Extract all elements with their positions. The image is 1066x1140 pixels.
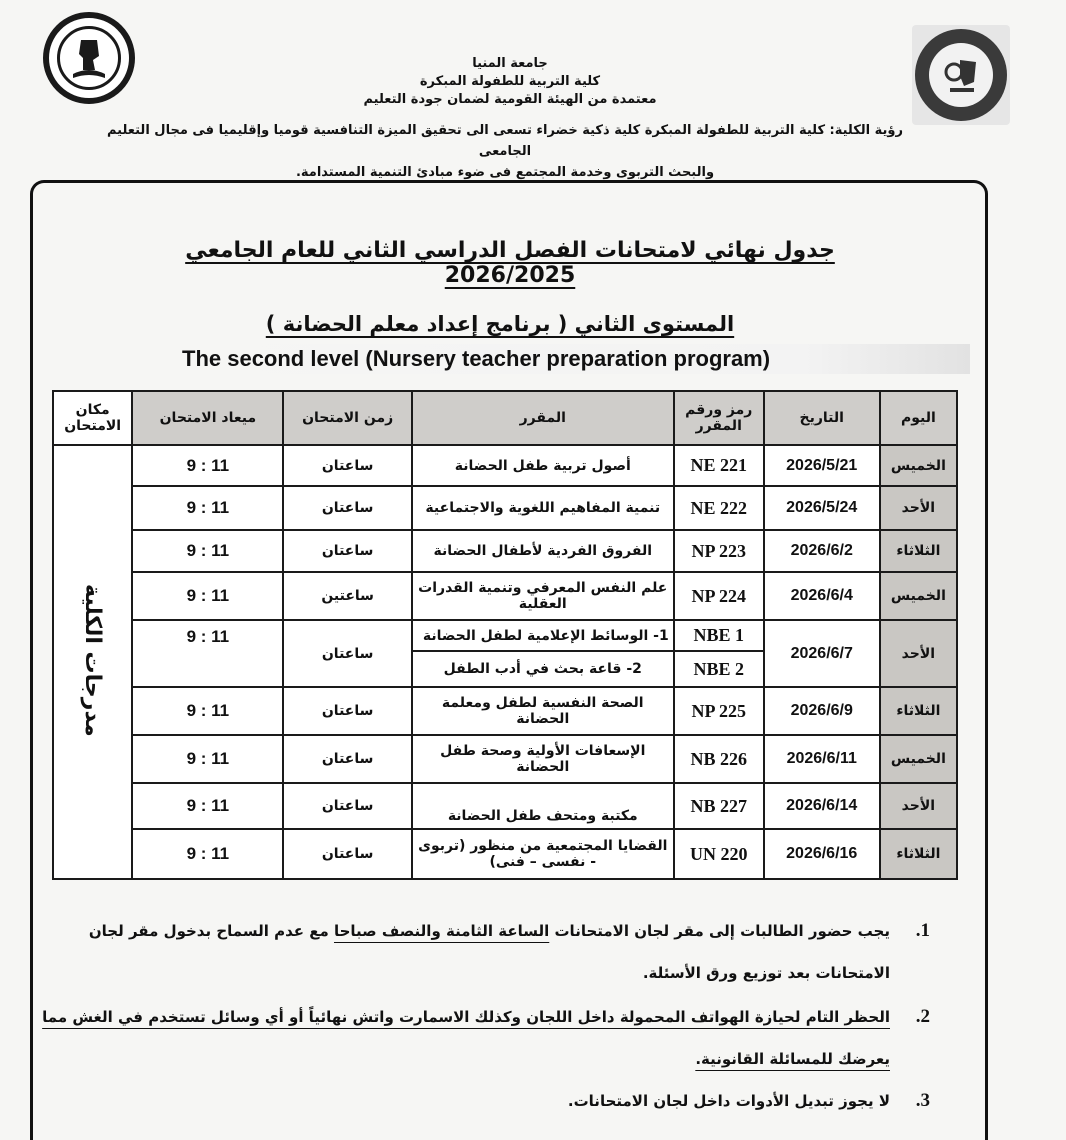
header-code: رمز ورقم المقرر: [674, 391, 764, 445]
vision-line-2: والبحث التربوى وخدمة المجتمع فى ضوء مبادئ التنمية المستدامة.: [295, 165, 715, 180]
table-row: الثلاثاء 2026/6/9 NP 225 الصحة النفسية لطفل ومعلمة الحضانة ساعتان 9 : 11: [53, 687, 957, 735]
header-course: المقرر: [412, 391, 674, 445]
accreditation-line: معتمدة من الهيئة القومية لضمان جودة التعليم: [363, 92, 657, 107]
table-header-row: [53, 391, 957, 445]
table-row: الثلاثاء 2026/6/16 UN 220 القضايا المجتمعية من منظور (تربوى - نفسى – فنى) ساعتان 9 : 11: [53, 829, 957, 879]
exam-schedule-table: [52, 390, 958, 880]
header-date: التاريخ: [764, 391, 880, 445]
table-row: الخميس 2026/5/21 NE 221 أصول تربية طفل الحضانة ساعتان 9 : 11 مدرجات الكلية: [53, 445, 957, 486]
level-subtitle-en: The second level (Nursery teacher preparation program): [182, 346, 771, 371]
rule-3: 3. لا يجوز تبديل الأدوات داخل لجان الامتحانات.: [567, 1090, 930, 1111]
exam-rules: [40, 910, 930, 1122]
page-title: جدول نهائي لامتحانات الفصل الدراسي الثاني للعام الجامعي 2026/2025: [185, 238, 835, 288]
exam-place: مدرجات الكلية: [80, 583, 106, 737]
faculty-name: كلية التربية للطفولة المبكرة: [419, 74, 601, 89]
exam-place-cell: [53, 445, 132, 879]
child-profile-icon: [929, 43, 993, 107]
table-row: الأحد 2026/6/14 NB 227 مكتبة ومتحف طفل الحضانة ساعتان 9 : 11: [53, 783, 957, 829]
table-row: الخميس 2026/6/4 NP 224 علم النفس المعرفي وتنمية القدرات العقلية ساعتين 9 : 11: [53, 572, 957, 620]
table-row: NBE 2 2- قاعة بحث في أدب الطفل: [53, 651, 957, 687]
faculty-vision: [105, 120, 905, 183]
vision-line-1: رؤية الكلية: كلية التربية للطفولة المبكرة كلية ذكية خضراء تسعى الى تحقيق الميزة التنافسية قوميا وإقليميا فى مجال التعليم الجامعى: [106, 123, 903, 159]
header-duration: زمن الامتحان: [283, 391, 411, 445]
level-subtitle-ar: المستوى الثاني ( برنامج إعداد معلم الحضانة ): [265, 312, 735, 336]
rule-1: 1. يجب حضور الطالبات إلى مقر لجان الامتحانات الساعة الثامنة والنصف صباحا مع عدم السماح بدخول مقر لجان الامتحانات بعد توزيع ورق الأسئلة.: [88, 920, 930, 982]
table-row: الأحد 2026/5/24 NE 222 تنمية المفاهيم اللغوية والاجتماعية ساعتان 9 : 11: [53, 486, 957, 530]
faculty-logo: [912, 25, 1010, 125]
level-subtitle-en-bar: [150, 344, 970, 374]
header-place: مكان الامتحان: [53, 391, 132, 445]
header-time: ميعاد الامتحان: [132, 391, 283, 445]
arrival-time-highlight: الساعة الثامنة والنصف صباحا: [333, 922, 550, 940]
table-row: الأحد 2026/6/7 NBE 1 1- الوسائط الإعلامية لطفل الحضانة ساعتان 9 : 11: [53, 620, 957, 651]
institution-header: [100, 55, 920, 109]
table-row: الثلاثاء 2026/6/2 NP 223 الفروق الفردية لأطفال الحضانة ساعتان 9 : 11: [53, 530, 957, 572]
header-day: اليوم: [880, 391, 957, 445]
university-name: جامعة المنيا: [472, 56, 548, 71]
table-row: الخميس 2026/6/11 NB 226 الإسعافات الأولية وصحة طفل الحضانة ساعتان 9 : 11: [53, 735, 957, 783]
rule-2: 2. الحظر التام لحيازة الهواتف المحمولة داخل اللجان وكذلك الاسمارت واتش نهائياً أو أي وسائل تستخدم في الغش مما يعرضك للمسائلة القانونية.: [42, 1006, 930, 1068]
